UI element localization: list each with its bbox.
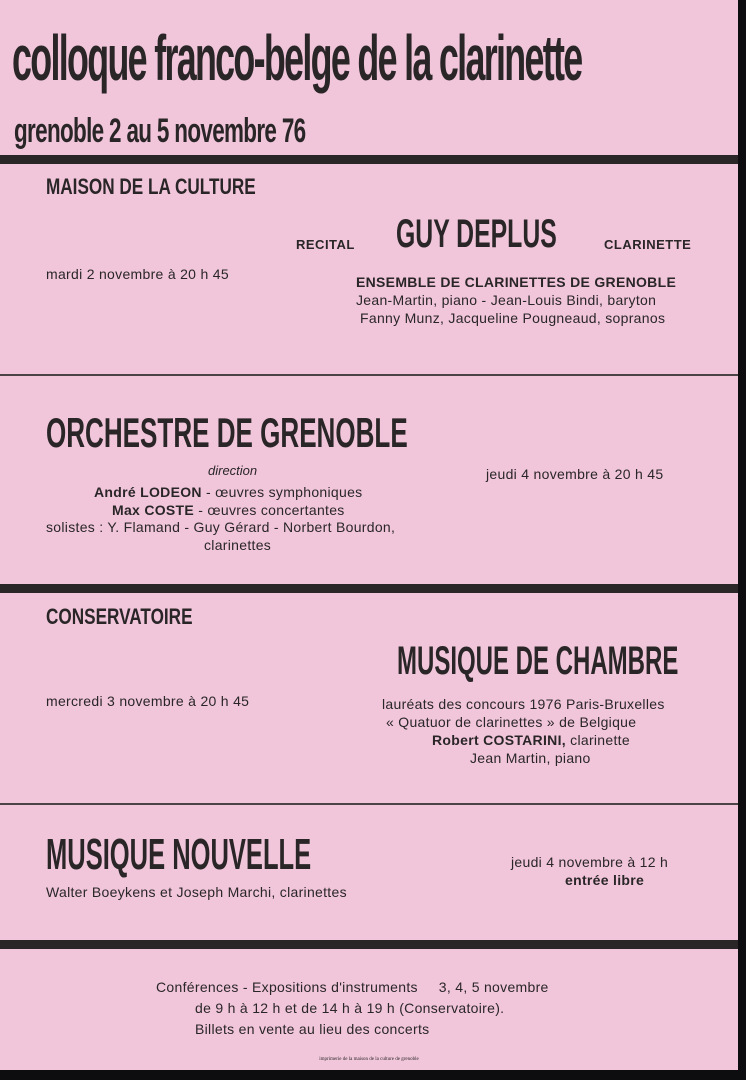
soloist-text: GUY DEPLUS xyxy=(396,212,557,256)
ensemble-line-2: Fanny Munz, Jacqueline Pougneaud, sopranos xyxy=(360,310,666,326)
poster-title-wrap xyxy=(12,22,738,94)
footer-line-3: Billets en vente au lieu des concerts xyxy=(195,1021,430,1037)
divider-thick xyxy=(0,940,738,949)
nouvelle-title: MUSIQUE NOUVELLE xyxy=(46,830,312,879)
footer-line-1: Conférences - Expositions d'instruments 3, 4, 5 novembre xyxy=(156,979,549,995)
conductor-1-role: - œuvres symphoniques xyxy=(201,484,363,500)
chambre-line-4: Jean Martin, piano xyxy=(470,750,591,766)
chambre-heading xyxy=(397,641,738,681)
divider-thick xyxy=(0,155,738,164)
chambre-line-1: lauréats des concours 1976 Paris-Bruxelles xyxy=(382,696,665,712)
direction-label: direction xyxy=(208,463,258,478)
poster-title: colloque franco-belge de la clarinette xyxy=(12,22,582,94)
chambre-performer xyxy=(432,732,630,748)
conservatoire-date: mercredi 3 novembre à 20 h 45 xyxy=(46,693,250,709)
orchestre-date: jeudi 4 novembre à 20 h 45 xyxy=(486,466,664,482)
nouvelle-heading xyxy=(46,830,503,879)
footer-line-2: de 9 h à 12 h et de 14 h à 19 h (Conservatoire). xyxy=(195,1000,505,1016)
ensemble-line-1: Jean-Martin, piano - Jean-Louis Bindi, baryton xyxy=(356,292,657,308)
conductor-2 xyxy=(112,502,345,518)
orchestre-heading xyxy=(46,409,629,456)
instrument-label xyxy=(604,236,691,254)
printer-imprint: imprimerie de la maison de la culture de grenoble xyxy=(319,1057,419,1062)
conductor-1-name: André LODEON xyxy=(94,484,202,500)
conductor-2-role: - œuvres concertantes xyxy=(194,502,345,518)
divider-thin xyxy=(0,803,738,805)
conductor-1 xyxy=(94,484,362,500)
poster-subtitle-wrap xyxy=(14,114,456,148)
instrument-text: CLARINETTE xyxy=(604,237,692,252)
orchestre-title: ORCHESTRE DE GRENOBLE xyxy=(46,409,408,456)
soloists-line: solistes : Y. Flamand - Guy Gérard - Norbert Bourdon, xyxy=(46,519,396,535)
soloists-instrument: clarinettes xyxy=(204,537,272,553)
chambre-performer-role: clarinette xyxy=(565,732,630,748)
poster-subtitle: grenoble 2 au 5 novembre 76 xyxy=(14,112,306,150)
conservatoire-heading xyxy=(46,606,234,629)
divider-thick xyxy=(0,584,738,593)
maison-date: mardi 2 novembre à 20 h 45 xyxy=(46,266,229,282)
ensemble-name: ENSEMBLE DE CLARINETTES DE GRENOBLE xyxy=(356,274,677,290)
recital-text: RECITAL xyxy=(296,237,355,252)
venue-heading xyxy=(46,176,315,199)
conductor-2-name: Max COSTE xyxy=(112,502,195,518)
nouvelle-performers: Walter Boeykens et Joseph Marchi, clarinettes xyxy=(46,884,347,900)
venue-text: MAISON DE LA CULTURE xyxy=(46,174,256,199)
conservatoire-venue: CONSERVATOIRE xyxy=(46,604,193,629)
nouvelle-entry: entrée libre xyxy=(565,872,645,888)
chambre-performer-name: Robert COSTARINI, xyxy=(432,732,566,748)
recital-label xyxy=(296,236,355,254)
divider-thin xyxy=(0,374,738,376)
chambre-line-2: « Quatuor de clarinettes » de Belgique xyxy=(386,714,637,730)
chambre-title: MUSIQUE DE CHAMBRE xyxy=(397,639,679,683)
nouvelle-date: jeudi 4 novembre à 12 h xyxy=(511,854,669,870)
